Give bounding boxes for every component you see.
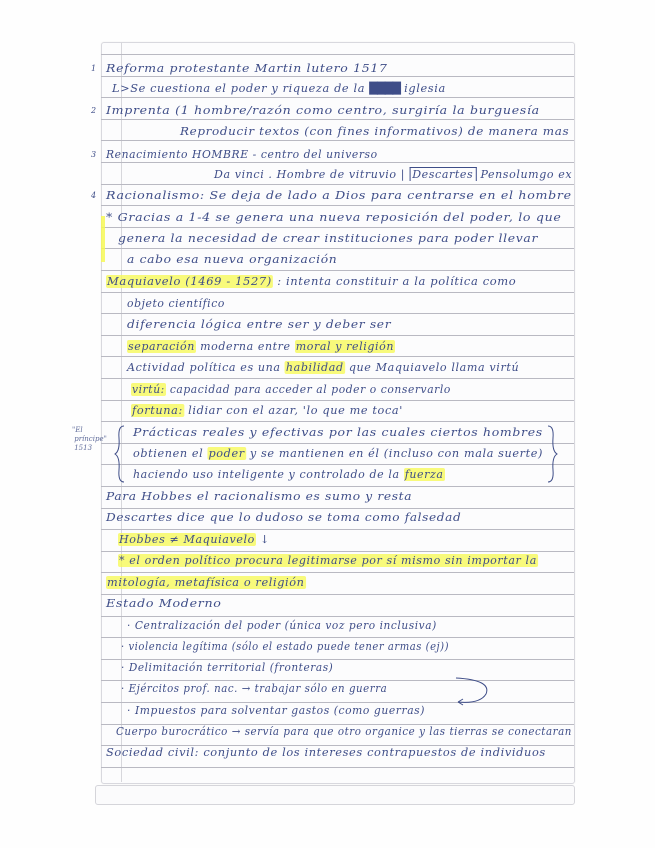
next-page-edge [95,785,575,805]
ruled-line [101,378,574,379]
note-line [112,82,446,96]
note-text: lidiar con el azar, 'lo que me toca' [183,404,403,417]
note-text: : intenta constituir a la política como [272,275,517,288]
note-text: Para Hobbes el racionalismo es sumo y resta [106,490,413,503]
side-note-el-principe: "El príncipe" 1513 [72,426,107,452]
ruled-line [101,162,574,163]
ruled-line [101,767,574,768]
highlighted-text: separación [128,340,195,353]
note-text: Descartes dice que lo dudoso se toma como falsedad [106,511,462,524]
ruled-line [101,659,574,660]
note-line [116,725,572,739]
note-line [106,275,516,289]
arrow-curve-icon [452,672,502,708]
note-text: y se mantienen en él (incluso con mala suerte) [245,447,543,460]
ruled-line [101,421,574,422]
note-text: genera la necesidad de crear instituciones para poder llevar [118,232,539,245]
highlighted-text: * el orden político procura legitimarse por sí mismo sin importar la [119,554,537,567]
ruled-line [101,270,574,271]
note-line [127,297,225,311]
ruled-line [101,702,574,703]
ruled-line [101,184,574,185]
ruled-line [101,400,574,401]
ruled-line [101,97,574,98]
note-text: moderna entre [195,340,295,353]
ruled-line [101,248,574,249]
note-line [133,468,445,482]
note-text: · Ejércitos prof. nac. → trabajar sólo en guerra [121,682,388,695]
note-line [127,619,437,633]
highlighted-text: fortuna: [132,404,183,417]
note-text: Actividad política es una [127,361,285,374]
note-text: Imprenta (1 hombre/razón como centro, surgiría la burguesía [106,104,540,117]
ruled-line [101,140,574,141]
ruled-line [101,594,574,595]
note-line [106,576,306,590]
ruled-line [101,292,574,293]
note-line [121,682,387,696]
ruled-line [101,616,574,617]
note-line [127,340,395,354]
note-line [118,533,270,547]
ruled-line [101,205,574,206]
boxed-text: Descartes [409,167,476,181]
ruled-line [101,335,574,336]
ruled-line [101,227,574,228]
note-line [106,62,388,76]
right-brace-icon [546,424,558,484]
note-text: a cabo esa nueva organización [127,253,338,266]
note-text: Pensolumgo ex [476,168,573,181]
note-text: * Gracias a 1-4 se genera una nueva reposición del poder, lo que [106,211,562,224]
note-text: Estado Moderno [106,597,222,610]
highlighted-text: poder [208,447,245,460]
highlighted-text: fuerza [404,468,444,481]
note-text: · Centralización del poder (única voz pero inclusiva) [127,619,437,632]
note-text: objeto científico [127,297,225,310]
note-line [121,640,449,654]
ruled-line [101,356,574,357]
scribbled-out-text: ████ [369,82,400,95]
note-line [131,404,403,418]
note-text: · Delimitación territorial (fronteras) [121,661,334,674]
ruled-line [101,637,574,638]
note-text: que Maquiavelo llama virtú [344,361,520,374]
note-line [127,361,519,375]
note-text: · violencia legítima (sólo el estado puede tener armas (ej)) [121,640,450,653]
ruled-line [101,572,574,573]
note-line [127,318,391,332]
note-text: iglesia [399,82,446,95]
note-line [214,168,572,182]
note-text: diferencia lógica entre ser y deber ser [127,318,392,331]
note-line [106,746,546,760]
note-text: Renacimiento HOMBRE - centro del universo [106,148,378,161]
note-line [106,104,540,118]
note-line [121,661,333,675]
note-text: obtienen el [133,447,208,460]
note-line [106,490,412,504]
note-text: capacidad para acceder al poder o conservarlo [165,383,451,396]
note-line [106,148,378,162]
item-number: 1 [91,64,97,73]
ruled-line [101,464,574,465]
note-line [118,232,538,246]
item-number: 4 [91,191,97,200]
note-line [127,704,425,718]
ruled-line [101,486,574,487]
note-text: haciendo uso inteligente y controlado de la [133,468,404,481]
note-line [180,125,569,139]
ruled-line [101,443,574,444]
note-text: Racionalismo: Se deja de lado a Dios para centrarse en el hombre [106,189,572,202]
note-text: · Impuestos para solventar gastos (como guerras) [127,704,426,717]
ruled-line [101,313,574,314]
note-line [106,211,561,225]
note-line [131,383,451,397]
note-line [118,554,538,568]
highlight-marker-bar [101,216,105,262]
note-line [133,426,543,440]
ruled-line [101,508,574,509]
highlighted-text: moral y religión [295,340,395,353]
note-text: Reproducir textos (con fines informativos) de manera mas [180,125,570,138]
ruled-line [101,529,574,530]
note-text: Cuerpo burocrático → servía para que otro organice y las tierras se conectaran [116,725,572,738]
note-text: Prácticas reales y efectivas por las cuales ciertos hombres [133,426,543,439]
item-number: 2 [91,106,97,115]
note-line [106,189,572,203]
highlighted-text: mitología, metafísica o religión [107,576,305,589]
note-line [106,511,461,525]
highlighted-text: Hobbes ≠ Maquiavelo [119,533,255,546]
note-line [106,597,222,611]
note-text: Reforma protestante Martin lutero 1517 [106,62,388,75]
item-number: 3 [91,150,97,159]
ruled-line [101,54,574,55]
ruled-line [101,119,574,120]
highlighted-text: Maquiavelo (1469 - 1527) [107,275,272,288]
note-text: ↓ [255,533,270,546]
note-text: L>Se cuestiona el poder y riqueza de la [112,82,370,95]
note-line [133,447,543,461]
note-text: Sociedad civil: conjunto de los intereses contrapuestos de individuos [106,746,546,759]
left-brace-icon [114,424,126,484]
highlighted-text: habilidad [285,361,344,374]
ruled-line [101,551,574,552]
note-text: Da vinci . Hombre de vitruvio | [214,168,410,181]
highlighted-text: virtú: [131,383,165,396]
note-line [127,253,337,267]
